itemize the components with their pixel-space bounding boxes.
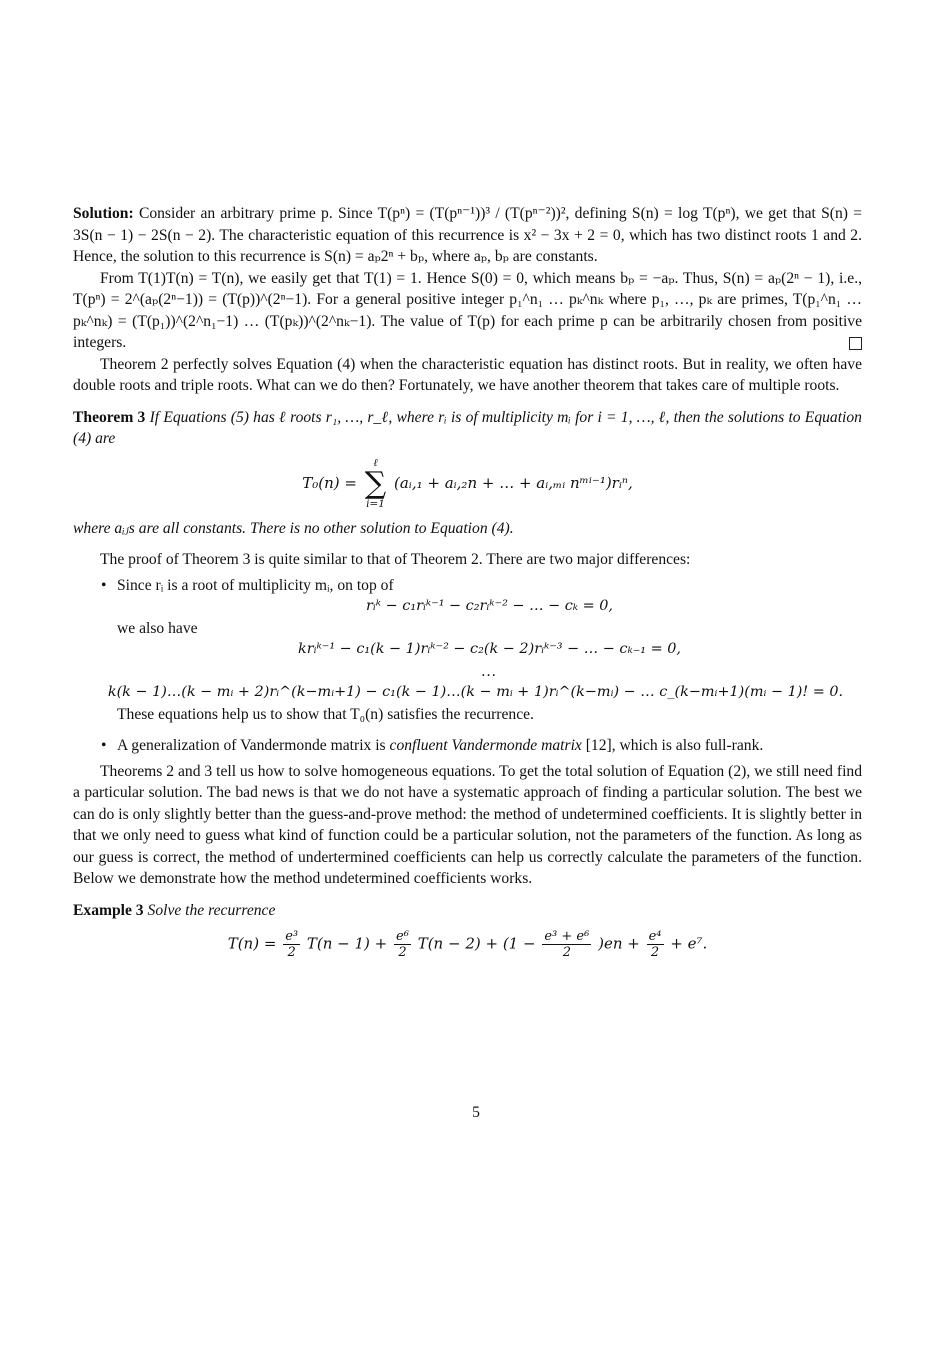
proof-paragraph: The proof of Theorem 3 is quite similar to that of Theorem 2. There are two major differences:	[100, 551, 691, 568]
list-item	[73, 575, 862, 726]
qed-square-icon	[849, 337, 862, 350]
fraction: $\frac{\text{e⁴}}{2}$	[648, 929, 662, 960]
eq-part: + e⁷.	[670, 934, 708, 953]
solution-text-2: From T(1)T(n) = T(n), we easily get that T(1) = 1. Hence S(0) = 0, which means bₚ = −aₚ. Thus, S(n) = aₚ(2ⁿ − 1), i.e., T(pⁿ) = 2^(aₚ(2ⁿ−1)) = (T(p))^(2ⁿ−1). For a general positive integer p₁^n₁ … pₖ^nₖ where p₁, …, pₖ are primes, T(p₁^n₁ … pₖ^nₖ) = (T(p₁))^(2^n₁−1) … (T(pₖ))^(2^nₖ−1). The value of T(p) for each prime p can be arbitrarily chosen from positive integers.	[73, 269, 862, 351]
bullet2-before: A generalization of Vandermonde matrix is	[117, 737, 390, 754]
theorem2-remark: Theorem 2 perfectly solves Equation (4) when the characteristic equation has distinct roots. But in reality, we often have double roots and triple roots. What can we do then? Fortunately, we have another theorem that takes care of multiple roots.	[73, 355, 862, 394]
eq-part: )en +	[598, 934, 640, 953]
bullet1-end: These equations help us to show that T₀(n) satisfies the recurrence.	[117, 705, 534, 723]
page-number: 5	[472, 1104, 480, 1121]
bullet2-italic: confluent Vandermonde matrix	[389, 737, 582, 754]
solution-paragraph	[73, 203, 862, 268]
bullet1-dots: …	[480, 662, 499, 680]
theorem3-text: If Equations (5) has ℓ roots r₁, …, r_ℓ, where rᵢ is of multiplicity mᵢ for i = 1, …, ℓ, then the solutions to Equation (4) are	[73, 408, 862, 447]
theorem3-label: Theorem 3	[73, 408, 146, 426]
theorem3-after: where aᵢⱼs are all constants. There is no other solution to Equation (4).	[73, 519, 514, 537]
summation-symbol: ℓ ∑ i=1	[364, 456, 387, 510]
differences-list	[73, 575, 862, 757]
eq-part: T(n − 2) + (1 −	[417, 934, 536, 953]
theorem3-eq-rhs: (aᵢ,₁ + aᵢ,₂n + … + aᵢ,ₘᵢ nᵐⁱ⁻¹)rᵢⁿ,	[394, 473, 633, 492]
fraction: $\frac{\text{e³ + e⁶}}{2}$	[544, 929, 590, 960]
bullet1-intro: • Since rᵢ is a root of multiplicity mᵢ, on top of	[117, 576, 394, 594]
bullet1-eq3: k(k − 1)…(k − mᵢ + 2)rᵢ^(k−mᵢ+1) − c₁(k − 1)…(k − mᵢ + 1)rᵢ^(k−mᵢ) − … c_(k−mᵢ+1)(mᵢ − 1)! = 0.	[107, 684, 844, 700]
sum-lower-limit: i=1	[366, 497, 385, 510]
fraction: $\frac{\text{e⁶}}{2}$	[396, 929, 409, 960]
example3-text: Solve the recurrence	[147, 901, 276, 919]
example3-equation	[73, 929, 862, 960]
bullet2-after: [12], which is also full-rank.	[581, 737, 764, 754]
theorems-paragraph: Theorems 2 and 3 tell us how to solve homogeneous equations. To get the total solution of Equation (2), we still need find a particular solution. The bad news is that we do not have a systematic approach of finding a particular solution. The best we can do is only slightly better than the guess-and-prove method: the method of undetermined coefficients. It is slightly better in that we only need to guess what kind of function could be a particular solution, not the parameters of the function. As long as our guess is correct, the method of undertermined coefficients can help us correctly calculate the parameters of the function. Below we demonstrate how the method undetermined coefficients works.	[73, 762, 862, 887]
theorem3-eq-lhs: T₀(n) =	[302, 473, 358, 492]
bullet1-mid: we also have	[117, 619, 198, 637]
bullet1-eq1: rᵢᵏ − c₁rᵢᵏ⁻¹ − c₂rᵢᵏ⁻² − … − cₖ = 0,	[366, 598, 613, 614]
fraction: $\frac{\text{e³}}{2}$	[285, 929, 299, 960]
sum-upper-limit: ℓ	[373, 456, 378, 469]
solution-label: Solution:	[73, 205, 134, 222]
solution-text: Consider an arbitrary prime p. Since T(pⁿ) = (T(pⁿ⁻¹))³ / (T(pⁿ⁻²))², defining S(n) = log T(pⁿ), we get that S(n) = 3S(n − 1) − 2S(n − 2). The characteristic equation of this recurrence is x² − 3x + 2 = 0, which has two distinct roots 1 and 2. Hence, the solution to this recurrence is S(n) = aₚ2ⁿ + bₚ, where aₚ, bₚ are constants.	[73, 205, 862, 265]
bullet1-eq2: krᵢᵏ⁻¹ − c₁(k − 1)rᵢᵏ⁻² − c₂(k − 2)rᵢᵏ⁻³ − … − cₖ₋₁ = 0,	[298, 641, 681, 657]
eq-part: T(n − 1) +	[306, 934, 388, 953]
theorem3-statement	[73, 407, 862, 450]
eq-part: T(n) =	[227, 934, 277, 953]
example3-statement	[73, 900, 862, 922]
list-item	[73, 735, 862, 757]
example3-label: Example 3	[73, 901, 144, 919]
page-body	[73, 203, 862, 968]
solution-paragraph-2	[73, 268, 862, 354]
theorem3-equation	[73, 458, 862, 510]
